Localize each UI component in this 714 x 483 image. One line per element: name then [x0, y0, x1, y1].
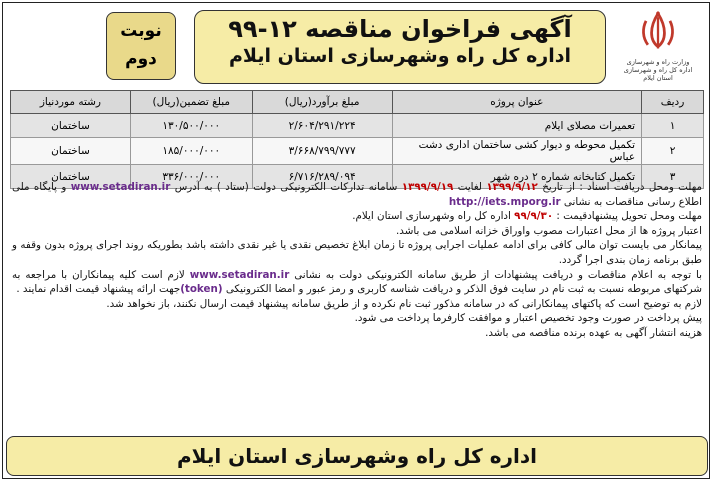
turn-label: نوبت [120, 21, 162, 41]
page-title: آگهی فراخوان مناقصه ۱۲-۹۹ [228, 15, 572, 43]
turn-badge [106, 12, 176, 80]
registration-text-a: با توجه به اعلام مناقصات و دریافت پیشنهادات از طریق سامانه الکترونیکی دولت به نشانی [294, 268, 702, 281]
iran-emblem-icon [635, 8, 681, 54]
emblem [616, 8, 700, 84]
row-number: ۱ [642, 114, 704, 138]
tender-table [10, 90, 704, 189]
ministry-line-2: اداره کل راه و شهرسازی استان ایلام [623, 66, 693, 82]
estimate-amount: ۶/۷۱۶/۲۸۹/۰۹۴ [252, 165, 392, 189]
iets-link[interactable]: http://iets.mporg.ir [448, 195, 561, 208]
title-box [194, 10, 606, 84]
doc-system-text: سامانه تدارکات الکترونیکی دولت (ستاد ) به آدرس [174, 181, 398, 193]
header [6, 6, 706, 86]
doc-end-date: ۱۳۹۹/۹/۱۹ [401, 181, 454, 193]
doc-deadline-label: مهلت ومحل دریافت اسناد : از تاریخ [542, 181, 702, 193]
paragraph-registration [12, 268, 702, 297]
row-number: ۳ [642, 165, 704, 189]
project-title: تکمیل کتابخانه شماره ۲ دره شهر [392, 165, 642, 189]
required-field: ساختمان [11, 165, 131, 189]
guarantee-amount: ۱۸۵/۰۰۰/۰۰۰ [130, 138, 252, 165]
doc-portal-text: و پایگاه ملی اطلاع رسانی مناقصات به نشانی [12, 181, 702, 208]
footer-text: اداره کل راه وشهرسازی استان ایلام [176, 444, 537, 468]
bid-deadline-place: اداره کل راه وشهرسازی استان ایلام. [352, 210, 511, 223]
ministry-line-1: وزارت راه و شهرسازی [626, 58, 690, 66]
required-field: ساختمان [11, 114, 131, 138]
notice-body [12, 180, 702, 341]
paragraph-bid-deadline [12, 209, 702, 224]
estimate-amount: ۲/۶۰۴/۲۹۱/۲۲۴ [252, 114, 392, 138]
paragraph-unregistered: لازم به توضیح است که پاکتهای پیمانکارانی که در سامانه مذکور ثبت نام نکرده و از طریق سامانه پیشنهاد قیمت ارسال نکنند، باز نخواهد شد. [106, 297, 702, 310]
paragraph-financial-capacity: پیمانکار می بایست توان مالی کافی برای ادامه عملیات اجرایی پروژه تا زمان ابلاغ تخصیص نقدی یا غیر نقدی داشته باشد بطوریکه روند اجرای پروژه بدون وقفه و طبق برنامه زمان بندی اجرا گردد. [12, 239, 702, 266]
registration-text-c: جهت ارائه پیشنهاد قیمت اقدام نمایند . [16, 283, 181, 296]
table-header-row [11, 91, 704, 114]
setadiran-link[interactable]: www.setadiran.ir [70, 181, 171, 193]
table-row [11, 114, 704, 138]
paragraph-prepayment: پیش پرداخت در صورت وجود تخصیص اعتبار و موافقت کارفرما پرداخت می شود. [354, 312, 702, 325]
paragraph-funding: اعتبار پروژه ها از محل اعتبارات مصوب واوراق خزانه اسلامی می باشد. [396, 224, 702, 237]
table-row [11, 138, 704, 165]
paragraph-ad-cost: هزینه انتشار آگهی به عهده برنده مناقصه می باشد. [485, 326, 702, 339]
header-guarantee: مبلغ تضمین(ریال) [130, 91, 252, 114]
header-project-title: عنوان پروژه [392, 91, 642, 114]
doc-start-date: ۱۳۹۹/۹/۱۲ [486, 181, 538, 193]
footer-banner [6, 436, 708, 476]
bid-deadline-date: ۹۹/۹/۳۰ [514, 210, 554, 223]
paragraph-document-deadline [12, 180, 702, 209]
setadiran-link-2[interactable]: www.setadiran.ir [189, 268, 290, 281]
estimate-amount: ۳/۶۶۸/۷۹۹/۷۷۷ [252, 138, 392, 165]
registration-text-b: لازم است کلیه پیمانکاران با مراجعه به شرکتهای مربوطه نسبت به ثبت نام در سایت فوق الذکر و دریافت شناسه کاربری و رمز عبور و امضا الکترونیکی [12, 268, 702, 296]
guarantee-amount: ۱۳۰/۵۰۰/۰۰۰ [130, 114, 252, 138]
project-title: تعمیرات مصلای ایلام [392, 114, 642, 138]
page-subtitle: اداره کل راه وشهرسازی استان ایلام [228, 45, 571, 67]
header-field: رشته موردنیاز [11, 91, 131, 114]
turn-value: دوم [125, 49, 157, 69]
row-number: ۲ [642, 138, 704, 165]
header-row-number: ردیف [642, 91, 704, 114]
project-title: تکمیل محوطه و دیوار کشی ساختمان اداری دشت عباس [392, 138, 642, 165]
token-label: (token) [180, 283, 223, 296]
header-estimate: مبلغ برآورد(ریال) [252, 91, 392, 114]
guarantee-amount: ۳۳۶/۰۰۰/۰۰۰ [130, 165, 252, 189]
doc-until-label: لغایت [457, 181, 482, 193]
required-field: ساختمان [11, 138, 131, 165]
bid-deadline-label: مهلت ومحل تحویل پیشنهادقیمت : [556, 210, 702, 223]
